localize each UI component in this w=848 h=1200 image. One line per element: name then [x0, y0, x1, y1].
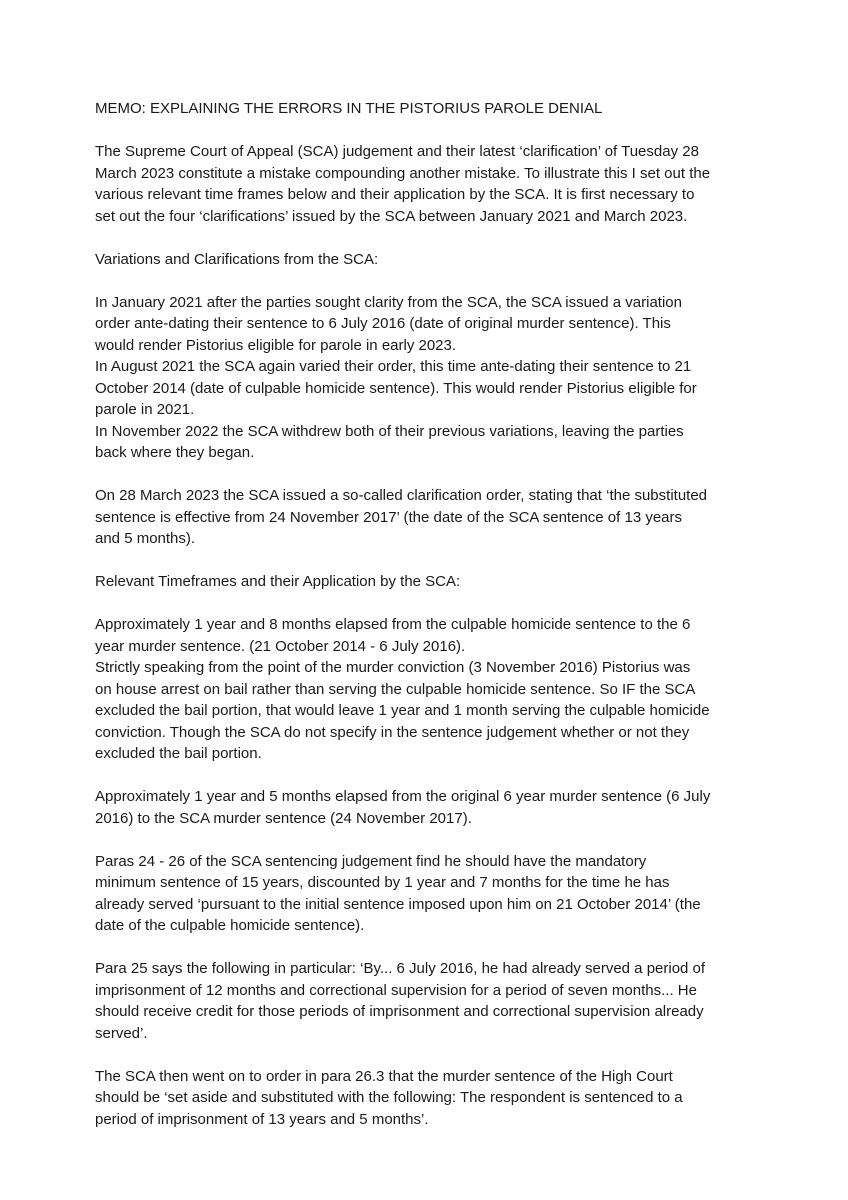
intro-line: set out the four ‘clarifications’ issued by the SCA between January 2021 and March 2023. [95, 207, 688, 225]
memo-title-text: MEMO: EXPLAINING THE ERRORS IN THE PISTORIUS PAROLE DENIAL [95, 100, 603, 117]
clarification-line: and 5 months). [95, 530, 196, 547]
timeframe-line: Approximately 1 year and 8 months elapsed from the culpable homicide sentence to the 6 [95, 616, 691, 633]
memo-title [95, 98, 765, 120]
section-heading-text: Variations and Clarifications from the SCA: [95, 250, 379, 268]
timeframe-paragraph-1 [95, 614, 765, 657]
clarification-line: sentence is effective from 24 November 2017’ (the date of the SCA sentence of 13 years [95, 508, 683, 526]
para-26-3-line: The SCA then went on to order in para 26.3 that the murder sentence of the High Court [95, 1067, 673, 1085]
timeframe-detail-line: Strictly speaking from the point of the murder conviction (3 November 2016) Pistorius was [95, 659, 691, 676]
variation-line: back where they began. [95, 444, 255, 461]
timeframe-paragraph-2 [95, 786, 765, 829]
timeframe-detail-line: conviction. Though the SCA do not specify in the sentence judgement whether or not they [95, 723, 690, 741]
variation-line: parole in 2021. [95, 401, 195, 418]
para-25-line: should receive credit for those periods of imprisonment and correctional supervision already [95, 1003, 704, 1020]
para-25-paragraph [95, 958, 765, 1044]
paras-line: date of the culpable homicide sentence). [95, 917, 365, 934]
timeframe-line: 2016) to the SCA murder sentence (24 November 2017). [95, 809, 472, 827]
variation-line: In January 2021 after the parties sought clarity from the SCA, the SCA issued a variation [95, 293, 682, 311]
intro-line: The Supreme Court of Appeal (SCA) judgement and their latest ‘clarification’ of Tuesday 28 [95, 143, 699, 160]
timeframe-line: Approximately 1 year and 5 months elapsed from the original 6 year murder sentence (6 July [95, 788, 711, 805]
para-26-3-line: period of imprisonment of 13 years and 5 months’. [95, 1110, 429, 1128]
clarification-order-paragraph [95, 485, 765, 550]
intro-line: various relevant time frames below and their application by the SCA. It is first necessary to [95, 186, 695, 203]
variation-line: order ante-dating their sentence to 6 July 2016 (date of original murder sentence). This [95, 315, 671, 332]
para-26-3-line: should be ‘set aside and substituted with the following: The respondent is sentenced to a [95, 1089, 683, 1106]
timeframe-detail-line: on house arrest on bail rather than serving the culpable homicide sentence. So IF the SCA [95, 680, 696, 698]
intro-line: March 2023 constitute a mistake compounding another mistake. To illustrate this I set out the [95, 164, 711, 182]
variation-january-2021 [95, 292, 765, 357]
timeframe-detail-line: excluded the bail portion. [95, 745, 262, 762]
timeframe-line: year murder sentence. (21 October 2014 - 6 July 2016). [95, 637, 466, 655]
para-25-line: served’. [95, 1024, 148, 1042]
variation-line: In August 2021 the SCA again varied their order, this time ante-dating their sentence to 21 [95, 358, 692, 375]
paras-line: minimum sentence of 15 years, discounted by 1 year and 7 months for the time he has [95, 874, 670, 891]
section-heading-variations [95, 249, 765, 271]
variation-line: In November 2022 the SCA withdrew both of their previous variations, leaving the parties [95, 422, 684, 440]
variation-line: would render Pistorius eligible for parole in early 2023. [95, 336, 457, 354]
clarification-line: On 28 March 2023 the SCA issued a so-called clarification order, stating that ‘the substituted [95, 487, 708, 504]
paras-line: Paras 24 - 26 of the SCA sentencing judgement find he should have the mandatory [95, 852, 647, 870]
timeframe-detail-line: excluded the bail portion, that would leave 1 year and 1 month serving the culpable homicide [95, 702, 710, 719]
memo-document [95, 98, 765, 1152]
variation-line: October 2014 (date of culpable homicide sentence). This would render Pistorius eligible for [95, 379, 697, 397]
para-25-line: imprisonment of 12 months and correctional supervision for a period of seven months... He [95, 981, 697, 999]
paras-24-26-paragraph [95, 851, 765, 937]
intro-paragraph [95, 141, 765, 227]
section-heading-text: Relevant Timeframes and their Application by the SCA: [95, 573, 461, 590]
variation-august-2021 [95, 356, 765, 421]
paras-line: already served ‘pursuant to the initial sentence imposed upon him on 21 October 2014’ (the [95, 895, 701, 913]
timeframe-detail-paragraph [95, 657, 765, 765]
section-heading-timeframes [95, 571, 765, 593]
para-25-line: Para 25 says the following in particular: ‘By... 6 July 2016, he had already served a period of [95, 960, 706, 977]
para-26-3-paragraph [95, 1066, 765, 1131]
variation-november-2022 [95, 421, 765, 464]
